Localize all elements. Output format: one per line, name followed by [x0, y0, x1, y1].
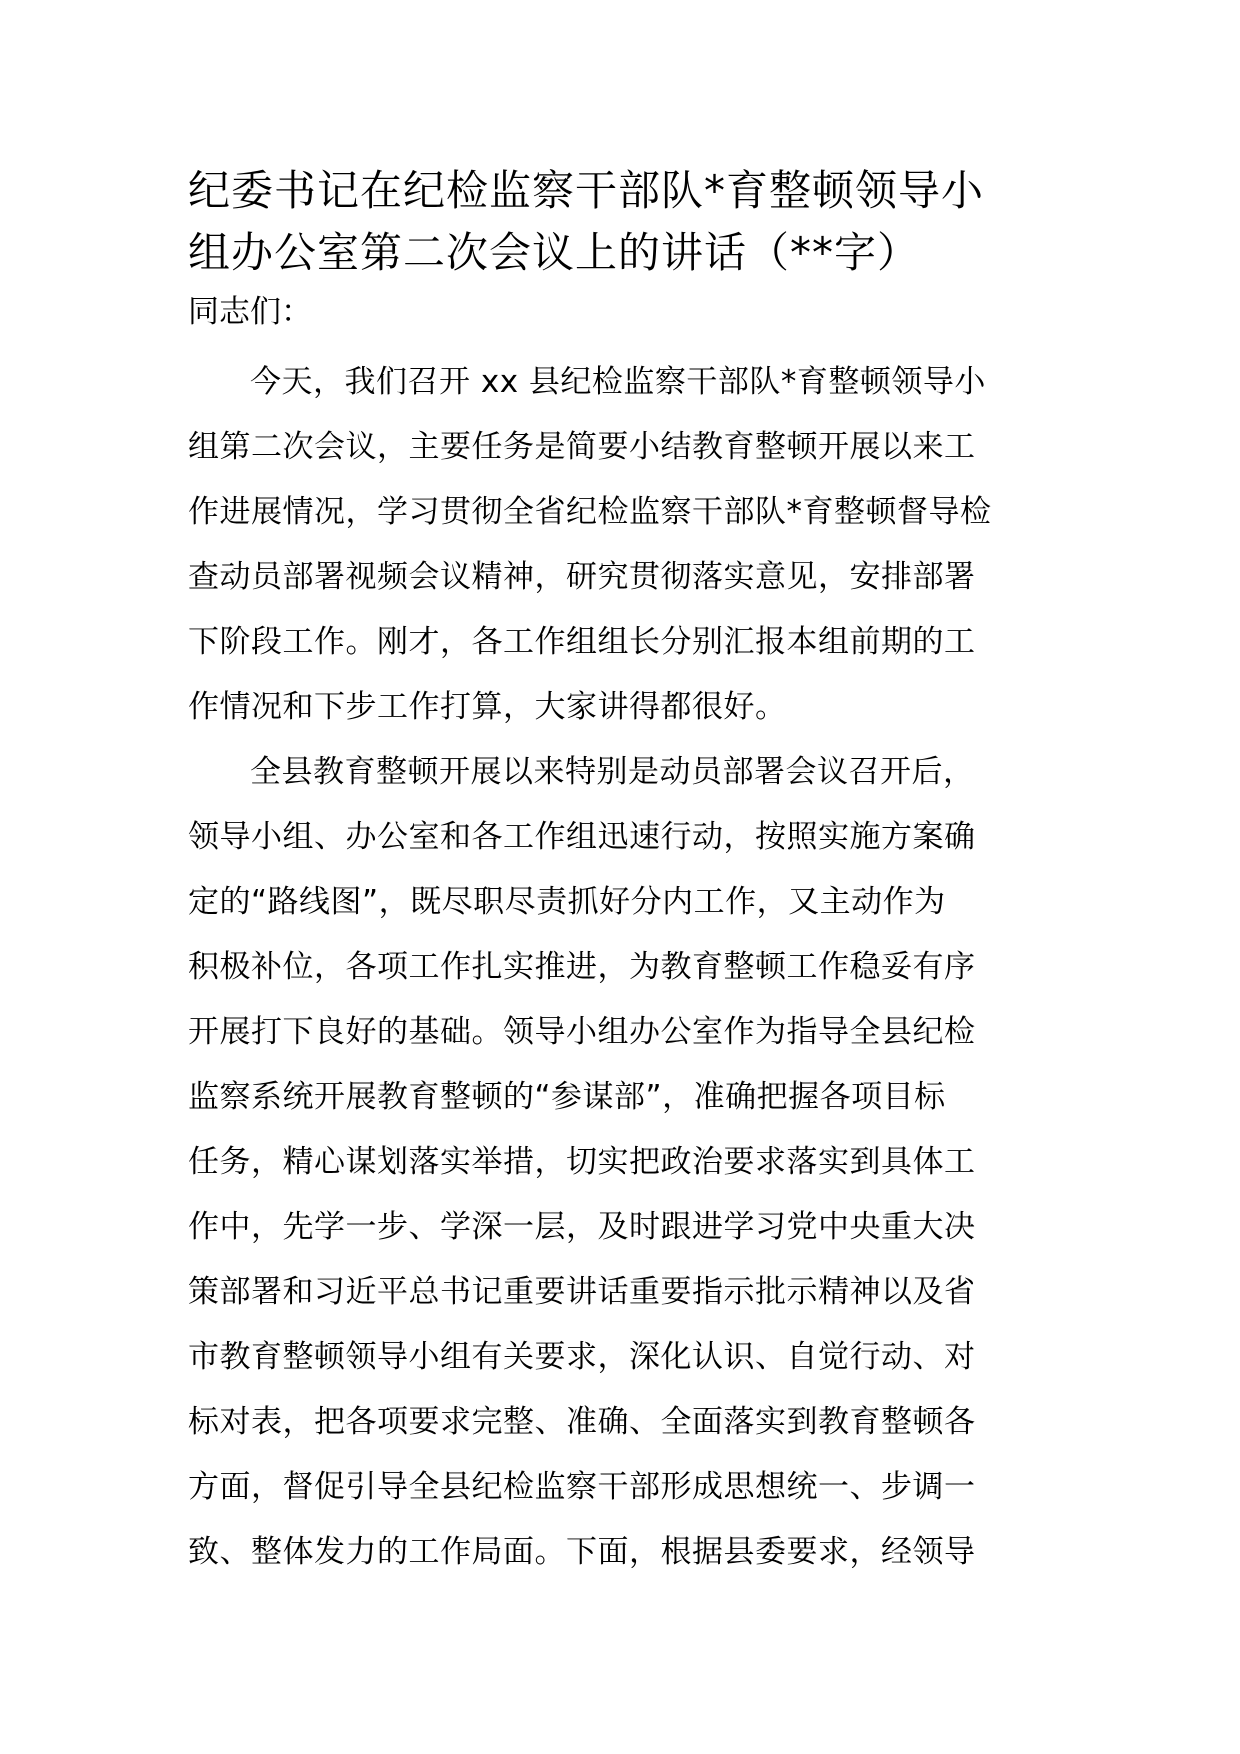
text-line: 致、整体发力的工作局面。下面，根据县委要求，经领导 — [188, 1534, 976, 1570]
text-line: 定的“路线图”，既尽职尽责抓好分内工作，又主动作为 — [188, 884, 946, 920]
text-line: 策部署和习近平总书记重要讲话重要指示批示精神以及省 — [188, 1274, 976, 1310]
text-line: 任务，精心谋划落实举措，切实把政治要求落实到具体工 — [188, 1144, 976, 1180]
text-line: 市教育整顿领导小组有关要求，深化认识、自觉行动、对 — [188, 1339, 976, 1375]
text-line: 查动员部署视频会议精神，研究贯彻落实意见，安排部署 — [188, 559, 976, 595]
text-line: 作情况和下步工作打算，大家讲得都很好。 — [188, 689, 787, 725]
paragraph-1 — [188, 350, 1058, 740]
text-line: 组第二次会议，主要任务是简要小结教育整顿开展以来工 — [188, 429, 976, 465]
title-line: 纪委书记在纪检监察干部队*育整顿领导小 — [188, 166, 985, 215]
text-line: 标对表，把各项要求完整、准确、全面落实到教育整顿各 — [188, 1404, 976, 1440]
text-line: 作中，先学一步、学深一层，及时跟进学习党中央重大决 — [188, 1209, 976, 1245]
text-line: 方面，督促引导全县纪检监察干部形成思想统一、步调一 — [188, 1469, 976, 1505]
text-line: 监察系统开展教育整顿的“参谋部”，准确把握各项目标 — [188, 1079, 946, 1115]
text-line: 全县教育整顿开展以来特别是动员部署会议召开后， — [250, 754, 975, 790]
greeting: 同志们： — [188, 294, 312, 330]
document-body — [188, 160, 1058, 1585]
text-line: 下阶段工作。刚才，各工作组组长分别汇报本组前期的工 — [188, 624, 976, 660]
text-line: 开展打下良好的基础。领导小组办公室作为指导全县纪检 — [188, 1014, 976, 1050]
text-line: 积极补位，各项工作扎实推进，为教育整顿工作稳妥有序 — [188, 949, 976, 985]
document-title — [188, 160, 1058, 284]
text-line: 领导小组、办公室和各工作组迅速行动，按照实施方案确 — [188, 819, 976, 855]
paragraph-2 — [188, 740, 1058, 1585]
text-line: 作进展情况，学习贯彻全省纪检监察干部队*育整顿督导检 — [188, 494, 992, 530]
title-line: 组办公室第二次会议上的讲话（**字） — [188, 228, 921, 277]
text-line: 今天，我们召开 xx 县纪检监察干部队*育整顿领导小 — [250, 364, 986, 400]
